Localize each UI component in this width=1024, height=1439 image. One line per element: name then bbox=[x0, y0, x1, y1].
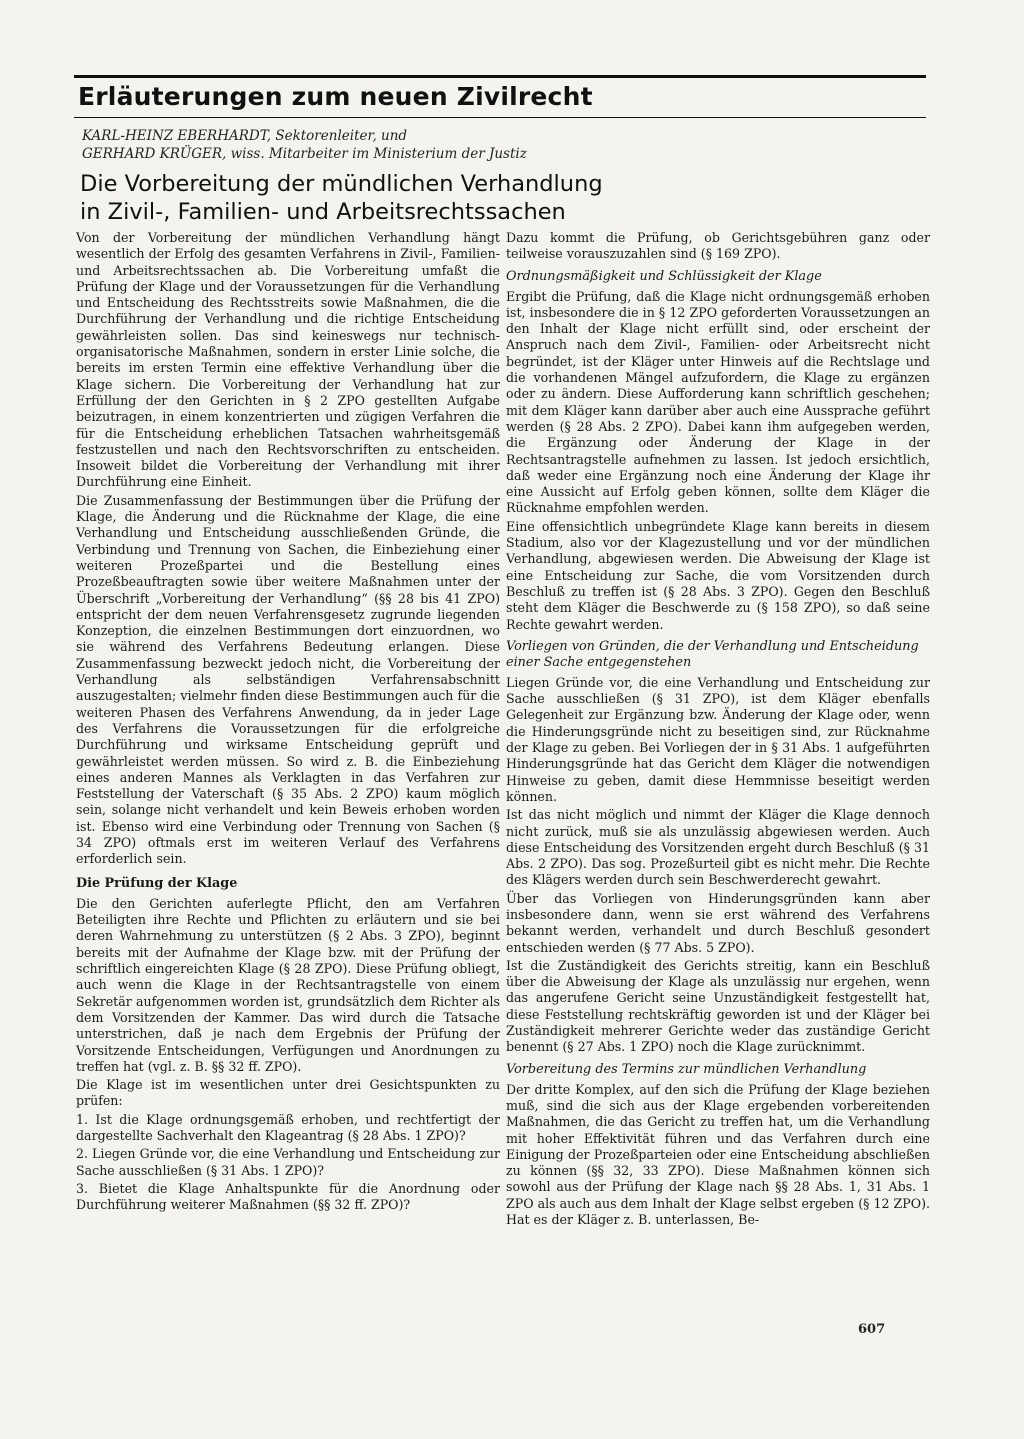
article-title-line: in Zivil-, Familien- und Arbeitsrechtssachen bbox=[80, 199, 566, 225]
subheading: Die Prüfung der Klage bbox=[76, 875, 238, 891]
paragraph: Eine offensichtlich unbegründete Klage kann bereits in diesem Stadium, also vor der Klagezustellung und vor der mündlichen Verhandlung, abgewiesen werden. Die Abweisung der Klage ist eine Entscheidung zur Sache, die vom Vorsitzenden durch Beschluß zu treffen ist (§ 28 Abs. 3 ZPO). Gegen den Beschluß steht dem Kläger die Beschwerde zu (§ 158 ZPO), so daß seine Rechte gewahrt werden. bbox=[506, 518, 930, 632]
paragraph: Ist das nicht möglich und nimmt der Kläger die Klage dennoch nicht zurück, muß sie als unzulässig abgewiesen werden. Auch diese Entscheidung des Vorsitzenden ergeht durch Beschluß (§ 31 Abs. 2 ZPO). Das sog. Prozeßurteil gibt es nicht mehr. Die Rechte des Klägers werden durch sein Beschwerderecht gewahrt. bbox=[506, 807, 930, 888]
paragraph: Über das Vorliegen von Hinderungsgründen kann aber insbesondere dann, wenn sie erst während des Verfahrens bekannt werden, verhandelt und durch Beschluß gesondert entschieden werden (§ 77 Abs. 5 ZPO). bbox=[506, 890, 930, 955]
article-title bbox=[80, 170, 760, 226]
article-title-line: Die Vorbereitung der mündlichen Verhandlung bbox=[80, 171, 603, 197]
author-line: KARL-HEINZ EBERHARDT, Sektorenleiter, und bbox=[82, 128, 408, 144]
paragraph: Der dritte Komplex, auf den sich die Prüfung der Klage beziehen muß, sind die sich aus der Klage ergebenden vorbereitenden Maßnahmen, die das Gericht zu treffen hat, um die Verhandlung mit hoher Effektivität führen und das Verfahren durch eine Einigung der Prozeßparteien oder eine Entscheidung abschließen zu können (§§ 32, 33 ZPO). Diese Maßnahmen können sich sowohl aus der Prüfung der Klage nach §§ 28 Abs. 1, 31 Abs. 1 ZPO als auch aus dem Inhalt der Klage selbst ergeben (§ 12 ZPO). Hat es der Kläger z. B. unterlassen, Be- bbox=[506, 1081, 930, 1228]
paragraph: Die Klage ist im wesentlichen unter drei Gesichtspunkten zu prüfen: bbox=[76, 1077, 500, 1109]
italic-subheading: Vorliegen von Gründen, die der Verhandlung und Entscheidung einer Sache entgegenstehen bbox=[506, 638, 919, 670]
paragraph: Ergibt die Prüfung, daß die Klage nicht ordnungsgemäß erhoben ist, insbesondere die in § 12 ZPO geforderten Voraussetzungen an den Inhalt der Klage nicht erfüllt sind, oder erscheint der Anspruch nach dem Zivil-, Familien- oder Arbeitsrecht nicht begründet, ist der Kläger unter Hinweis auf die Rechtslage und die vorhandenen Mängel aufzufordern, die Klage zu ergänzen oder zu ändern. Diese Aufforderung kann schriftlich geschehen; mit dem Kläger kann darüber aber auch eine Aussprache geführt werden (§ 28 Abs. 2 ZPO). Dabei kann ihm aufgegeben werden, die Ergänzung oder Änderung der Klage in der Rechtsantragstelle aufnehmen zu lassen. Ist jedoch ersichtlich, daß weder eine Ergänzung noch eine Änderung der Klage ihr eine Aussicht auf Erfolg geben können, sollte dem Kläger die Rücknahme empfohlen werden. bbox=[506, 288, 930, 516]
list-item: 3. Bietet die Klage Anhaltspunkte für die Anordnung oder Durchführung weiterer Maßnahmen (§§ 32 ff. ZPO)? bbox=[76, 1180, 500, 1213]
paragraph: Die den Gerichten auferlegte Pflicht, den am Verfahren Beteiligten ihre Rechte und Pflichten zu erläutern und sie bei deren Wahrnehmung zu unterstützen (§ 2 Abs. 3 ZPO), beginnt bereits mit der Aufnahme der Klage bzw. mit der Prüfung der schriftlich eingereichten Klage (§ 28 ZPO). Diese Prüfung obliegt, auch wenn die Klage in der Rechtsantragstelle von einem Sekretär aufgenommen worden ist, grundsätzlich dem Richter als dem Vorsitzenden der Kammer. Das wird durch die Tatsache unterstrichen, daß je nach dem Ergebnis der Prüfung der Vorsitzende Entscheidungen, Verfügungen und Anordnungen zu treffen hat (vgl. z. B. §§ 32 ff. ZPO). bbox=[76, 895, 500, 1074]
paragraph: Von der Vorbereitung der mündlichen Verhandlung hängt wesentlich der Erfolg des gesamten Verfahrens in Zivil-, Familien- und Arbeitsrechtssachen ab. Die Vorbereitung umfaßt die Prüfung der Klage und der Voraussetzungen für die Verhandlung und Entscheidung des Rechtsstreits sowie Maßnahmen, die die Durchführung der Verhandlung und die richtige Entscheidung gewährleisten sollen. Das sind keineswegs nur technisch-organisatorische Maßnahmen, sondern in erster Linie solche, die bereits im ersten Termin eine effektive Verhandlung über die Klage sichern. Die Vorbereitung der Verhandlung hat zur Erfüllung der den Gerichten in § 2 ZPO gestellten Aufgabe beizutragen, in einem konzentrierten und zügigen Verfahren die für die Entscheidung erheblichen Tatsachen wahrheitsgemäß festzustellen und nach den Rechtsvorschriften zu entscheiden. Insoweit bildet die Vorbereitung der Verhandlung mit ihrer Durchführung eine Einheit. bbox=[76, 230, 500, 490]
list-item: 2. Liegen Gründe vor, die eine Verhandlung und Entscheidung zur Sache ausschließen (§ 31 Abs. 1 ZPO)? bbox=[76, 1146, 500, 1178]
section-title-rule bbox=[74, 117, 926, 118]
author-line: GERHARD KRÜGER, wiss. Mitarbeiter im Ministerium der Justiz bbox=[82, 146, 527, 162]
page-number: 607 bbox=[858, 1322, 886, 1337]
paragraph: Ist die Zuständigkeit des Gerichts streitig, kann ein Beschluß über die Abweisung der Klage als unzulässig nur ergehen, wenn das angerufene Gericht seine Unzuständigkeit festgestellt hat, diese Feststellung rechtskräftig geworden ist und der Kläger bei Zuständigkeit mehrerer Gerichte weder das zuständige Gericht benennt (§ 27 Abs. 1 ZPO) noch die Klage zurücknimmt. bbox=[506, 957, 930, 1055]
paragraph: Die Zusammenfassung der Bestimmungen über die Prüfung der Klage, die Änderung und die Rücknahme der Klage, die eine Verhandlung und Entscheidung ausschließenden Gründe, die Verbindung und Trennung von Sachen, die Einbeziehung einer weiteren Prozeßpartei und die Bestellung eines Prozeßbeauftragten sowie über weitere Maßnahmen unter der Überschrift „Vorbereitung der Verhandlung“ (§§ 28 bis 41 ZPO) entspricht der dem neuen Verfahrensgesetz zugrunde liegenden Konzeption, die einzelnen Bestimmungen dort einzuordnen, wo sie während des Verfahrens Bedeutung erlangen. Diese Zusammenfassung bezweckt jedoch nicht, die Vorbereitung der Verhandlung als selbständigen Verfahrensabschnitt auszugestalten; vielmehr finden diese Bestimmungen auch für die weiteren Phasen des Verfahrens Anwendung, da in jeder Lage des Verfahrens die Voraussetzungen für die erfolgreiche Durchführung und wirksame Entscheidung geprüft und gewährleistet werden müssen. So wird z. B. die Einbeziehung eines anderen Mannes als Verklagten in das Verfahren zur Feststellung der Vaterschaft (§ 35 Abs. 2 ZPO) kaum möglich sein, solange nicht verhandelt und kein Beweis erhoben worden ist. Ebenso wird eine Verbindung oder Trennung von Sachen (§ 34 ZPO) oftmals erst im weiteren Verlauf des Verfahrens erforderlich sein. bbox=[76, 492, 500, 867]
top-rule bbox=[74, 75, 926, 78]
author-block bbox=[82, 127, 802, 163]
left-column bbox=[76, 230, 500, 1216]
list-item: 1. Ist die Klage ordnungsgemäß erhoben, und rechtfertigt der dargestellte Sachverhalt den Klageantrag (§ 28 Abs. 1 ZPO)? bbox=[76, 1111, 500, 1144]
italic-subheading: Vorbereitung des Termins zur mündlichen Verhandlung bbox=[506, 1061, 867, 1077]
right-column bbox=[506, 230, 930, 1230]
italic-subheading: Ordnungsmäßigkeit und Schlüssigkeit der Klage bbox=[506, 268, 822, 284]
paragraph: Dazu kommt die Prüfung, ob Gerichtsgebühren ganz oder teilweise vorauszuzahlen sind (§ 169 ZPO). bbox=[506, 230, 930, 262]
question-list bbox=[76, 1112, 500, 1214]
paragraph: Liegen Gründe vor, die eine Verhandlung und Entscheidung zur Sache ausschließen (§ 31 ZPO), ist dem Kläger ebenfalls Gelegenheit zur Ergänzung bzw. Änderung der Klage oder, wenn die Hinderungsgründe nicht zu beseitigen sind, zur Rücknahme der Klage zu geben. Bei Vorliegen der in § 31 Abs. 1 aufgeführten Hinderungsgründe hat das Gericht dem Kläger die notwendigen Hinweise zu geben, damit diese Hemmnisse beseitigt werden können. bbox=[506, 674, 930, 804]
section-title: Erläuterungen zum neuen Zivilrecht bbox=[78, 82, 593, 111]
